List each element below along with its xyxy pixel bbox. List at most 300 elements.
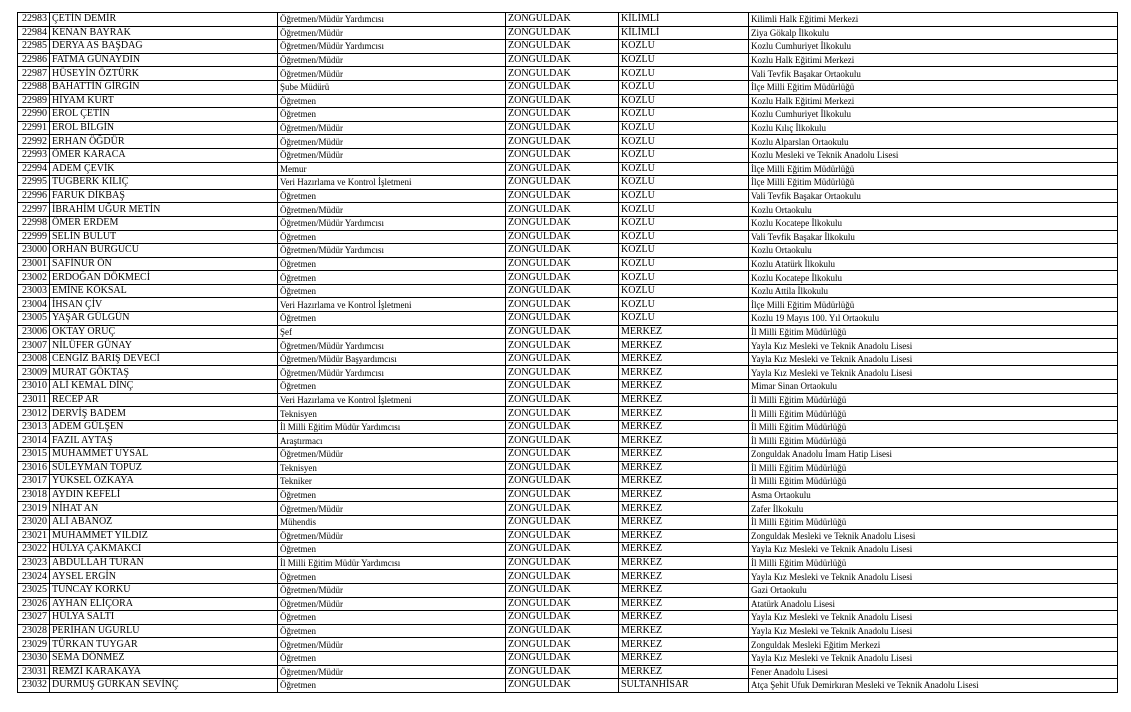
full-name-cell: BAHATTİN GİRGİN bbox=[50, 80, 278, 94]
job-title-cell: Öğretmen/Müdür Yardımcısı bbox=[278, 366, 506, 380]
full-name-cell: NİHAT AN bbox=[50, 502, 278, 516]
institution-cell: Yayla Kız Mesleki ve Teknik Anadolu Lisesi bbox=[749, 611, 1118, 625]
full-name-cell: MUHAMMET YILDIZ bbox=[50, 529, 278, 543]
province-cell: ZONGULDAK bbox=[506, 651, 619, 665]
district-cell: MERKEZ bbox=[619, 583, 749, 597]
district-cell: MERKEZ bbox=[619, 366, 749, 380]
record-number-cell: 23005 bbox=[18, 312, 50, 326]
full-name-cell: ÖMER ERDEM bbox=[50, 216, 278, 230]
institution-cell: Kozlu Atatürk İlkokulu bbox=[749, 257, 1118, 271]
table-row bbox=[18, 26, 1118, 40]
province-cell: ZONGULDAK bbox=[506, 665, 619, 679]
staff-table bbox=[17, 12, 1118, 693]
institution-cell: İl Milli Eğitim Müdürlüğü bbox=[749, 515, 1118, 529]
table-row bbox=[18, 339, 1118, 353]
job-title-cell: Teknisyen bbox=[278, 407, 506, 421]
table-row bbox=[18, 407, 1118, 421]
table-row bbox=[18, 502, 1118, 516]
job-title-cell: Şube Müdürü bbox=[278, 80, 506, 94]
record-number-cell: 22984 bbox=[18, 26, 50, 40]
full-name-cell: FAZIL AYTAŞ bbox=[50, 434, 278, 448]
district-cell: KOZLU bbox=[619, 189, 749, 203]
job-title-cell: Öğretmen bbox=[278, 679, 506, 693]
province-cell: ZONGULDAK bbox=[506, 475, 619, 489]
record-number-cell: 23019 bbox=[18, 502, 50, 516]
full-name-cell: ERHAN ÖĞDÜR bbox=[50, 135, 278, 149]
full-name-cell: SÜLEYMAN TOPUZ bbox=[50, 461, 278, 475]
district-cell: SULTANHİSAR bbox=[619, 679, 749, 693]
province-cell: ZONGULDAK bbox=[506, 556, 619, 570]
job-title-cell: Öğretmen/Müdür bbox=[278, 665, 506, 679]
institution-cell: Kozlu Kocatepe İlkokulu bbox=[749, 271, 1118, 285]
record-number-cell: 23027 bbox=[18, 611, 50, 625]
full-name-cell: ADEM GÜLŞEN bbox=[50, 420, 278, 434]
full-name-cell: AYSEL ERGİN bbox=[50, 570, 278, 584]
job-title-cell: Tekniker bbox=[278, 475, 506, 489]
district-cell: KOZLU bbox=[619, 257, 749, 271]
record-number-cell: 23009 bbox=[18, 366, 50, 380]
full-name-cell: EROL BİLGİN bbox=[50, 121, 278, 135]
district-cell: MERKEZ bbox=[619, 380, 749, 394]
institution-cell: Asma Ortaokulu bbox=[749, 488, 1118, 502]
institution-cell: İl Milli Eğitim Müdürlüğü bbox=[749, 420, 1118, 434]
record-number-cell: 22990 bbox=[18, 108, 50, 122]
district-cell: KOZLU bbox=[619, 244, 749, 258]
table-row bbox=[18, 162, 1118, 176]
province-cell: ZONGULDAK bbox=[506, 189, 619, 203]
institution-cell: İlçe Milli Eğitim Müdürlüğü bbox=[749, 176, 1118, 190]
institution-cell: Ziya Gökalp İlkokulu bbox=[749, 26, 1118, 40]
institution-cell: İl Milli Eğitim Müdürlüğü bbox=[749, 325, 1118, 339]
table-row bbox=[18, 461, 1118, 475]
province-cell: ZONGULDAK bbox=[506, 325, 619, 339]
table-row bbox=[18, 312, 1118, 326]
job-title-cell: Mühendis bbox=[278, 515, 506, 529]
institution-cell: İl Milli Eğitim Müdürlüğü bbox=[749, 434, 1118, 448]
institution-cell: Kozlu Mesleki ve Teknik Anadolu Lisesi bbox=[749, 148, 1118, 162]
table-row bbox=[18, 298, 1118, 312]
institution-cell: Vali Tevfik Başakar İlkokulu bbox=[749, 230, 1118, 244]
province-cell: ZONGULDAK bbox=[506, 611, 619, 625]
district-cell: MERKEZ bbox=[619, 638, 749, 652]
institution-cell: İl Milli Eğitim Müdürlüğü bbox=[749, 407, 1118, 421]
district-cell: KOZLU bbox=[619, 230, 749, 244]
table-row bbox=[18, 148, 1118, 162]
district-cell: MERKEZ bbox=[619, 475, 749, 489]
record-number-cell: 22999 bbox=[18, 230, 50, 244]
record-number-cell: 22992 bbox=[18, 135, 50, 149]
table-row bbox=[18, 189, 1118, 203]
province-cell: ZONGULDAK bbox=[506, 176, 619, 190]
district-cell: KOZLU bbox=[619, 121, 749, 135]
table-row bbox=[18, 108, 1118, 122]
province-cell: ZONGULDAK bbox=[506, 339, 619, 353]
record-number-cell: 23000 bbox=[18, 244, 50, 258]
district-cell: KİLİMLİ bbox=[619, 26, 749, 40]
record-number-cell: 22988 bbox=[18, 80, 50, 94]
job-title-cell: Öğretmen bbox=[278, 94, 506, 108]
full-name-cell: AYDIN KEFELİ bbox=[50, 488, 278, 502]
province-cell: ZONGULDAK bbox=[506, 502, 619, 516]
district-cell: MERKEZ bbox=[619, 488, 749, 502]
institution-cell: Zafer İlkokulu bbox=[749, 502, 1118, 516]
full-name-cell: HÜLYA SALTI bbox=[50, 611, 278, 625]
record-number-cell: 23003 bbox=[18, 284, 50, 298]
record-number-cell: 23026 bbox=[18, 597, 50, 611]
record-number-cell: 23028 bbox=[18, 624, 50, 638]
district-cell: MERKEZ bbox=[619, 325, 749, 339]
province-cell: ZONGULDAK bbox=[506, 583, 619, 597]
record-number-cell: 23015 bbox=[18, 448, 50, 462]
district-cell: MERKEZ bbox=[619, 624, 749, 638]
district-cell: MERKEZ bbox=[619, 434, 749, 448]
province-cell: ZONGULDAK bbox=[506, 597, 619, 611]
job-title-cell: Öğretmen bbox=[278, 108, 506, 122]
job-title-cell: Öğretmen bbox=[278, 284, 506, 298]
job-title-cell: Öğretmen/Müdür bbox=[278, 67, 506, 81]
table-row bbox=[18, 651, 1118, 665]
job-title-cell: Öğretmen/Müdür bbox=[278, 203, 506, 217]
job-title-cell: Öğretmen/Müdür Yardımcısı bbox=[278, 13, 506, 27]
full-name-cell: HÜSEYİN ÖZTÜRK bbox=[50, 67, 278, 81]
institution-cell: Kozlu Cumhuriyet İlkokulu bbox=[749, 40, 1118, 54]
full-name-cell: RECEP AR bbox=[50, 393, 278, 407]
institution-cell: Yayla Kız Mesleki ve Teknik Anadolu Lisesi bbox=[749, 366, 1118, 380]
district-cell: KOZLU bbox=[619, 80, 749, 94]
province-cell: ZONGULDAK bbox=[506, 407, 619, 421]
table-row bbox=[18, 53, 1118, 67]
job-title-cell: Öğretmen/Müdür bbox=[278, 148, 506, 162]
table-row bbox=[18, 271, 1118, 285]
district-cell: KOZLU bbox=[619, 298, 749, 312]
full-name-cell: HİYAM KURT bbox=[50, 94, 278, 108]
province-cell: ZONGULDAK bbox=[506, 230, 619, 244]
district-cell: MERKEZ bbox=[619, 597, 749, 611]
province-cell: ZONGULDAK bbox=[506, 515, 619, 529]
province-cell: ZONGULDAK bbox=[506, 624, 619, 638]
full-name-cell: REMZİ KARAKAYA bbox=[50, 665, 278, 679]
job-title-cell: Öğretmen/Müdür Yardımcısı bbox=[278, 244, 506, 258]
province-cell: ZONGULDAK bbox=[506, 380, 619, 394]
record-number-cell: 23018 bbox=[18, 488, 50, 502]
job-title-cell: İl Milli Eğitim Müdür Yardımcısı bbox=[278, 420, 506, 434]
record-number-cell: 22987 bbox=[18, 67, 50, 81]
job-title-cell: Öğretmen/Müdür bbox=[278, 597, 506, 611]
province-cell: ZONGULDAK bbox=[506, 570, 619, 584]
table-row bbox=[18, 13, 1118, 27]
institution-cell: Kozlu Ortaokulu bbox=[749, 244, 1118, 258]
institution-cell: Yayla Kız Mesleki ve Teknik Anadolu Lisesi bbox=[749, 624, 1118, 638]
table-row bbox=[18, 529, 1118, 543]
full-name-cell: NİLÜFER GÜNAY bbox=[50, 339, 278, 353]
institution-cell: Zonguldak Mesleki ve Teknik Anadolu Lisesi bbox=[749, 529, 1118, 543]
district-cell: KOZLU bbox=[619, 216, 749, 230]
table-row bbox=[18, 94, 1118, 108]
institution-cell: Vali Tevfik Başakar Ortaokulu bbox=[749, 189, 1118, 203]
institution-cell: Zonguldak Mesleki Eğitim Merkezi bbox=[749, 638, 1118, 652]
table-row bbox=[18, 624, 1118, 638]
job-title-cell: Öğretmen/Müdür bbox=[278, 135, 506, 149]
institution-cell: Gazi Ortaokulu bbox=[749, 583, 1118, 597]
table-row bbox=[18, 135, 1118, 149]
district-cell: MERKEZ bbox=[619, 556, 749, 570]
table-row bbox=[18, 556, 1118, 570]
record-number-cell: 23029 bbox=[18, 638, 50, 652]
record-number-cell: 22998 bbox=[18, 216, 50, 230]
record-number-cell: 23010 bbox=[18, 380, 50, 394]
institution-cell: Vali Tevfik Başakar Ortaokulu bbox=[749, 67, 1118, 81]
table-row bbox=[18, 216, 1118, 230]
table-row bbox=[18, 583, 1118, 597]
institution-cell: Kozlu Cumhuriyet İlkokulu bbox=[749, 108, 1118, 122]
province-cell: ZONGULDAK bbox=[506, 216, 619, 230]
institution-cell: Yayla Kız Mesleki ve Teknik Anadolu Lisesi bbox=[749, 570, 1118, 584]
province-cell: ZONGULDAK bbox=[506, 529, 619, 543]
job-title-cell: Öğretmen bbox=[278, 624, 506, 638]
table-row bbox=[18, 434, 1118, 448]
table-row bbox=[18, 284, 1118, 298]
job-title-cell: Öğretmen/Müdür Yardımcısı bbox=[278, 40, 506, 54]
province-cell: ZONGULDAK bbox=[506, 257, 619, 271]
table-row bbox=[18, 488, 1118, 502]
full-name-cell: FATMA GÜNAYDIN bbox=[50, 53, 278, 67]
district-cell: KOZLU bbox=[619, 108, 749, 122]
full-name-cell: CENGİZ BARIŞ DEVECİ bbox=[50, 352, 278, 366]
record-number-cell: 22995 bbox=[18, 176, 50, 190]
job-title-cell: Öğretmen bbox=[278, 189, 506, 203]
district-cell: MERKEZ bbox=[619, 651, 749, 665]
table-row bbox=[18, 352, 1118, 366]
province-cell: ZONGULDAK bbox=[506, 312, 619, 326]
full-name-cell: ALİ ABANOZ bbox=[50, 515, 278, 529]
province-cell: ZONGULDAK bbox=[506, 543, 619, 557]
district-cell: MERKEZ bbox=[619, 665, 749, 679]
district-cell: MERKEZ bbox=[619, 543, 749, 557]
province-cell: ZONGULDAK bbox=[506, 13, 619, 27]
record-number-cell: 23013 bbox=[18, 420, 50, 434]
province-cell: ZONGULDAK bbox=[506, 67, 619, 81]
full-name-cell: İBRAHİM UĞUR METİN bbox=[50, 203, 278, 217]
province-cell: ZONGULDAK bbox=[506, 135, 619, 149]
full-name-cell: DERYA AS BAŞDAĞ bbox=[50, 40, 278, 54]
table-row bbox=[18, 80, 1118, 94]
full-name-cell: MUHAMMET UYSAL bbox=[50, 448, 278, 462]
province-cell: ZONGULDAK bbox=[506, 53, 619, 67]
full-name-cell: KENAN BAYRAK bbox=[50, 26, 278, 40]
record-number-cell: 23031 bbox=[18, 665, 50, 679]
district-cell: MERKEZ bbox=[619, 393, 749, 407]
province-cell: ZONGULDAK bbox=[506, 162, 619, 176]
district-cell: KOZLU bbox=[619, 148, 749, 162]
district-cell: KOZLU bbox=[619, 67, 749, 81]
district-cell: KİLİMLİ bbox=[619, 13, 749, 27]
job-title-cell: Öğretmen/Müdür bbox=[278, 53, 506, 67]
table-row bbox=[18, 230, 1118, 244]
record-number-cell: 23011 bbox=[18, 393, 50, 407]
full-name-cell: FARUK DİKBAŞ bbox=[50, 189, 278, 203]
district-cell: KOZLU bbox=[619, 94, 749, 108]
table-row bbox=[18, 325, 1118, 339]
record-number-cell: 23006 bbox=[18, 325, 50, 339]
job-title-cell: Öğretmen bbox=[278, 651, 506, 665]
province-cell: ZONGULDAK bbox=[506, 638, 619, 652]
table-row bbox=[18, 448, 1118, 462]
table-row bbox=[18, 380, 1118, 394]
district-cell: KOZLU bbox=[619, 176, 749, 190]
institution-cell: İlçe Milli Eğitim Müdürlüğü bbox=[749, 80, 1118, 94]
job-title-cell: Öğretmen/Müdür bbox=[278, 583, 506, 597]
full-name-cell: HÜLYA ÇAKMAKCI bbox=[50, 543, 278, 557]
province-cell: ZONGULDAK bbox=[506, 271, 619, 285]
job-title-cell: Öğretmen/Müdür bbox=[278, 121, 506, 135]
table-row bbox=[18, 638, 1118, 652]
institution-cell: İl Milli Eğitim Müdürlüğü bbox=[749, 556, 1118, 570]
full-name-cell: OKTAY ORUÇ bbox=[50, 325, 278, 339]
full-name-cell: TUĞBERK KILIÇ bbox=[50, 176, 278, 190]
province-cell: ZONGULDAK bbox=[506, 298, 619, 312]
job-title-cell: Öğretmen bbox=[278, 488, 506, 502]
record-number-cell: 23004 bbox=[18, 298, 50, 312]
job-title-cell: Veri Hazırlama ve Kontrol İşletmeni bbox=[278, 176, 506, 190]
institution-cell: Yayla Kız Mesleki ve Teknik Anadolu Lisesi bbox=[749, 651, 1118, 665]
district-cell: KOZLU bbox=[619, 162, 749, 176]
institution-cell: Kozlu Kocatepe İlkokulu bbox=[749, 216, 1118, 230]
record-number-cell: 22989 bbox=[18, 94, 50, 108]
job-title-cell: Öğretmen/Müdür Başyardımcısı bbox=[278, 352, 506, 366]
job-title-cell: Öğretmen/Müdür Yardımcısı bbox=[278, 216, 506, 230]
district-cell: MERKEZ bbox=[619, 448, 749, 462]
table-row bbox=[18, 244, 1118, 258]
institution-cell: İl Milli Eğitim Müdürlüğü bbox=[749, 393, 1118, 407]
record-number-cell: 23032 bbox=[18, 679, 50, 693]
job-title-cell: Öğretmen/Müdür bbox=[278, 502, 506, 516]
institution-cell: Kozlu Alparslan Ortaokulu bbox=[749, 135, 1118, 149]
institution-cell: Yayla Kız Mesleki ve Teknik Anadolu Lisesi bbox=[749, 352, 1118, 366]
district-cell: KOZLU bbox=[619, 53, 749, 67]
table-row bbox=[18, 420, 1118, 434]
record-number-cell: 23021 bbox=[18, 529, 50, 543]
job-title-cell: Öğretmen/Müdür bbox=[278, 26, 506, 40]
record-number-cell: 23017 bbox=[18, 475, 50, 489]
province-cell: ZONGULDAK bbox=[506, 94, 619, 108]
table-row bbox=[18, 475, 1118, 489]
institution-cell: İlçe Milli Eğitim Müdürlüğü bbox=[749, 162, 1118, 176]
district-cell: MERKEZ bbox=[619, 407, 749, 421]
full-name-cell: ORHAN BURGUCU bbox=[50, 244, 278, 258]
province-cell: ZONGULDAK bbox=[506, 393, 619, 407]
province-cell: ZONGULDAK bbox=[506, 420, 619, 434]
job-title-cell: Veri Hazırlama ve Kontrol İşletmeni bbox=[278, 298, 506, 312]
district-cell: KOZLU bbox=[619, 271, 749, 285]
district-cell: MERKEZ bbox=[619, 352, 749, 366]
job-title-cell: Öğretmen bbox=[278, 312, 506, 326]
job-title-cell: Öğretmen bbox=[278, 543, 506, 557]
table-row bbox=[18, 366, 1118, 380]
institution-cell: Kozlu Halk Eğitimi Merkezi bbox=[749, 94, 1118, 108]
job-title-cell: Öğretmen/Müdür Yardımcısı bbox=[278, 339, 506, 353]
job-title-cell: Öğretmen bbox=[278, 271, 506, 285]
full-name-cell: TUNCAY KORKU bbox=[50, 583, 278, 597]
job-title-cell: Öğretmen/Müdür bbox=[278, 638, 506, 652]
full-name-cell: TÜRKAN TUYGAR bbox=[50, 638, 278, 652]
institution-cell: Kozlu Halk Eğitimi Merkezi bbox=[749, 53, 1118, 67]
table-row bbox=[18, 597, 1118, 611]
job-title-cell: Teknisyen bbox=[278, 461, 506, 475]
province-cell: ZONGULDAK bbox=[506, 26, 619, 40]
institution-cell: Zonguldak Anadolu İmam Hatip Lisesi bbox=[749, 448, 1118, 462]
table-row bbox=[18, 611, 1118, 625]
full-name-cell: ADEM ÇEVİK bbox=[50, 162, 278, 176]
district-cell: KOZLU bbox=[619, 40, 749, 54]
record-number-cell: 23001 bbox=[18, 257, 50, 271]
table-row bbox=[18, 203, 1118, 217]
job-title-cell: Öğretmen bbox=[278, 570, 506, 584]
institution-cell: Yayla Kız Mesleki ve Teknik Anadolu Lisesi bbox=[749, 339, 1118, 353]
institution-cell: Kilimli Halk Eğitimi Merkezi bbox=[749, 13, 1118, 27]
job-title-cell: Öğretmen bbox=[278, 611, 506, 625]
record-number-cell: 22997 bbox=[18, 203, 50, 217]
province-cell: ZONGULDAK bbox=[506, 679, 619, 693]
record-number-cell: 22996 bbox=[18, 189, 50, 203]
province-cell: ZONGULDAK bbox=[506, 448, 619, 462]
record-number-cell: 22983 bbox=[18, 13, 50, 27]
province-cell: ZONGULDAK bbox=[506, 203, 619, 217]
job-title-cell: Araştırmacı bbox=[278, 434, 506, 448]
record-number-cell: 23016 bbox=[18, 461, 50, 475]
job-title-cell: Şef bbox=[278, 325, 506, 339]
record-number-cell: 22991 bbox=[18, 121, 50, 135]
record-number-cell: 23030 bbox=[18, 651, 50, 665]
full-name-cell: ERDOĞAN DÖKMECİ bbox=[50, 271, 278, 285]
full-name-cell: İHSAN ÇİV bbox=[50, 298, 278, 312]
institution-cell: Atatürk Anadolu Lisesi bbox=[749, 597, 1118, 611]
institution-cell: Fener Anadolu Lisesi bbox=[749, 665, 1118, 679]
full-name-cell: DERVİŞ BADEM bbox=[50, 407, 278, 421]
record-number-cell: 23012 bbox=[18, 407, 50, 421]
province-cell: ZONGULDAK bbox=[506, 108, 619, 122]
full-name-cell: SELİN BULUT bbox=[50, 230, 278, 244]
province-cell: ZONGULDAK bbox=[506, 434, 619, 448]
district-cell: MERKEZ bbox=[619, 570, 749, 584]
record-number-cell: 23023 bbox=[18, 556, 50, 570]
district-cell: KOZLU bbox=[619, 203, 749, 217]
province-cell: ZONGULDAK bbox=[506, 366, 619, 380]
full-name-cell: EROL ÇETİN bbox=[50, 108, 278, 122]
province-cell: ZONGULDAK bbox=[506, 148, 619, 162]
institution-cell: Kozlu Kılıç İlkokulu bbox=[749, 121, 1118, 135]
province-cell: ZONGULDAK bbox=[506, 40, 619, 54]
institution-cell: Kozlu Ortaokulu bbox=[749, 203, 1118, 217]
table-row bbox=[18, 570, 1118, 584]
institution-cell: İl Milli Eğitim Müdürlüğü bbox=[749, 475, 1118, 489]
full-name-cell: AYHAN ELİÇORA bbox=[50, 597, 278, 611]
record-number-cell: 23022 bbox=[18, 543, 50, 557]
record-number-cell: 23024 bbox=[18, 570, 50, 584]
district-cell: KOZLU bbox=[619, 284, 749, 298]
full-name-cell: ÖMER KARACA bbox=[50, 148, 278, 162]
full-name-cell: SAFİNUR ÖN bbox=[50, 257, 278, 271]
record-number-cell: 22986 bbox=[18, 53, 50, 67]
table-row bbox=[18, 121, 1118, 135]
province-cell: ZONGULDAK bbox=[506, 244, 619, 258]
district-cell: MERKEZ bbox=[619, 529, 749, 543]
full-name-cell: ÇETİN DEMİR bbox=[50, 13, 278, 27]
table-row bbox=[18, 543, 1118, 557]
record-number-cell: 23020 bbox=[18, 515, 50, 529]
job-title-cell: Öğretmen bbox=[278, 257, 506, 271]
province-cell: ZONGULDAK bbox=[506, 80, 619, 94]
table-row bbox=[18, 176, 1118, 190]
